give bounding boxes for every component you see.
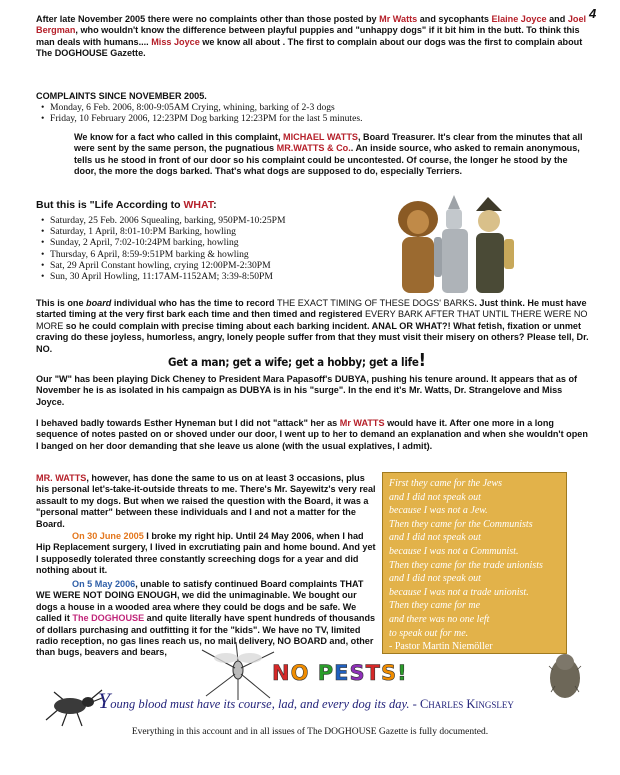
intro-text: , who wouldn't know the difference between playful puppies and "unhappy dogs" if it bit him in the butt. To think this man deals with humans.... (36, 25, 580, 47)
no-pests-letter: E (334, 661, 350, 685)
intro-text: After late November 2005 there were no complaints other than those posted by (36, 14, 380, 24)
list-item: • Sat, 29 April Constant howling, crying 12:00PM-2:30PM (40, 260, 360, 271)
bear-image (545, 650, 585, 700)
name-mr-watts-caps: MR. WATTS (36, 473, 87, 483)
board-text: . Just think. He must have started timing at the very first bark each time and then timed and registered (36, 298, 587, 320)
quote-line: and there was no one left (389, 613, 490, 625)
kingsley-quote-text: oung blood must have its course, lad, and every dog its day. (110, 697, 410, 711)
list-item: • Monday, 6 Feb. 2006, 8:00-9:05AM Crying, whining, barking of 2-3 dogs (40, 102, 580, 113)
hip-paragraph (36, 531, 378, 577)
name-watts-co: MR.WATTS & Co. (276, 143, 351, 154)
slogan-exclamation: ! (418, 350, 426, 371)
watts-text: , however, has done the same to us on at least 3 occasions, plus his personal let's-take-it-outside threats to me. There's Mr. Sayewitz's very real assault to my dogs. But when we raised the question with the Board, it was a "personal matter" between these individuals and I and not a matter for the Board. (36, 473, 376, 529)
no-pests-letter: P (317, 661, 335, 685)
list-item: • Sun, 30 April Howling, 11:17AM-1152AM; 3:39-8:50PM (40, 271, 360, 282)
date-30-june-2005: On 30 June 2005 (72, 531, 144, 541)
house-text: and quite literally have spent hundreds of thousands of dollars purchasing and outfitting it for the "kids". We have no TV, limited radio reception, no gas lines reach us, no mail delivery, NO BOARD and, other than bugs, beavers and bears, (36, 613, 376, 658)
kingsley-initial: Y (98, 688, 111, 713)
quote-line: and I did not speak out (389, 573, 481, 585)
watts-paragraph (36, 473, 378, 530)
no-pests-letter: T (365, 661, 381, 685)
intro-text: and sycophants (417, 14, 492, 24)
footer-note: Everything in this account and in all issues of The DOGHOUSE Gazette is fully documented. (131, 727, 489, 737)
quote-line: Then they came for the Communists (389, 518, 533, 530)
know-paragraph (74, 132, 589, 178)
board-text: so he could complain with precise timing about each barking incident. ANAL OR WHAT?! What fetish, fixation or unmet craving do these joyless, humorless, angry, lonely people suffer from that they must visit their misery on others? Please tell, Dr. NO. (36, 320, 589, 354)
life-heading-word: WHAT (183, 199, 214, 211)
niemoller-quote-box (382, 472, 567, 654)
quote-line: because I was not a trade unionist. (389, 586, 529, 598)
slogan-text: Get a man; get a wife; get a hobby; get a life (168, 355, 419, 369)
esther-text: I behaved badly towards Esther Hyneman but I did not "attack" her as (36, 418, 340, 428)
name-doghouse: The DOGHOUSE (72, 613, 145, 624)
kingsley-quote (98, 688, 514, 714)
name-joyce: Elaine Joyce (491, 14, 547, 24)
quote-line: Then they came for me (389, 600, 481, 612)
no-pests-letter: S (349, 661, 366, 685)
page-number: 4 (589, 6, 597, 21)
life-heading-colon: : (213, 199, 217, 211)
cheney-paragraph: Our "W" has been playing Dick Cheney to President Mara Papasoff's DUBYA, pushing his tenure around. It appears that as of November he is as isolated in his campaign as DUBYA is in his "surge". In the end it's Mr. Watts, Dr. Strangelove and Miss Joyce. (36, 374, 578, 407)
list-item: • Thursday, 6 April, 8:59-9:51PM barking & howling (40, 249, 360, 260)
bug-image (40, 684, 104, 728)
list-item: • Friday, 10 February 2006, 12:23PM Dog barking 12:23PM for the last 5 minutes. (40, 113, 580, 124)
kingsley-author: - Charles Kingsley (412, 697, 514, 711)
no-pests-letter: S (380, 661, 398, 685)
slogan (168, 350, 426, 371)
no-pests-letter (309, 661, 317, 685)
house-text: , unable to satisfy continued Board complaints THAT WE WERE NOT DOING ENOUGH, we did the unimaginable. We bought our dogs a house in a wooded area where they could be dogs and be safe. We called it (36, 579, 364, 624)
board-text: individual who has the time to record (111, 298, 278, 308)
name-mr-watts: Mr WATTS (339, 418, 385, 428)
quote-line: and I did not speak out (389, 532, 481, 544)
board-text: EVERY BARK AFTER THAT UNTIL THERE WERE NO MORE (36, 309, 588, 331)
quote-line: Then they came for the trade unionists (389, 559, 543, 571)
board-text: This is one (36, 298, 87, 308)
intro-paragraph (36, 14, 589, 60)
list-item: • Saturday, 25 Feb. 2006 Squealing, barking, 950PM-10:25PM (40, 215, 360, 226)
quote-line: to speak out for me. (389, 627, 469, 639)
know-text: . An inside source, who asked to remain anonymous, tells us he stood in front of our door so his complaint could be uncontested. Of course, the longer he stood by the door, the more the dogs barked. That's what dogs are supposed to do, especially Terriers. (74, 143, 580, 177)
date-5-may-2006: On 5 May 2006 (72, 579, 136, 589)
esther-paragraph (36, 418, 589, 452)
intro-text: we know all about . The first to complain about our dogs was the first to complain about The DOGHOUSE Gazette. (36, 36, 583, 59)
board-text: THE EXACT TIMING OF THESE DOGS' BARKS (277, 298, 475, 308)
quote-attribution: - Pastor Martin Niemöller (389, 641, 493, 653)
quote-line: because I was not a Jew. (389, 505, 488, 517)
hip-text: I broke my right hip. Until 24 May 2006, when I had Hip Replacement surgery, I lived in excrutiating pain and home bound. And yet I supposedly tolerated three constantly screeching dogs for a year and did nothing about it. (36, 531, 376, 576)
board-emphasis: board (86, 298, 112, 308)
name-miss-joyce: Miss Joyce (151, 36, 200, 47)
intro-text: and (546, 14, 568, 24)
complaints-heading: COMPLAINTS SINCE NOVEMBER 2005. (36, 91, 207, 101)
know-text: , Board Treasurer. It's clear from the minutes that all were sent by the same person, the pugnatious (74, 132, 583, 154)
quote-line: and I did not speak out (389, 491, 481, 503)
name-michael-watts: MICHAEL WATTS (283, 132, 358, 142)
life-heading-text: But this is "Life According to (36, 199, 184, 211)
no-pests-letter: O (290, 661, 310, 685)
no-pests-letter: ! (397, 661, 408, 685)
life-list (40, 215, 360, 282)
name-watts: Mr Watts (379, 14, 418, 24)
complaints-list (40, 102, 580, 124)
quote-line: First they came for the Jews (389, 478, 503, 489)
name-bergman: Joel Bergman (36, 14, 587, 36)
quote-line: because I was not a Communist. (389, 545, 519, 557)
wizard-of-oz-image (388, 193, 518, 295)
no-pests-letter: N (272, 661, 291, 685)
board-paragraph (36, 298, 589, 355)
esther-text: would have it. After one more in a long sequence of notes pasted on or shoved under our door, I went up to her to demand an explanation and when she wouldn't open I banged on her door demanding that she leave us alone (with the usual explatives, I admit). (36, 418, 588, 451)
no-pests-banner (272, 661, 408, 685)
list-item: • Sunday, 2 April, 7:02-10:24PM barking, howling (40, 237, 360, 248)
know-text: We know for a fact who called in this complaint, (74, 132, 284, 142)
life-heading (36, 199, 217, 211)
list-item: • Saturday, 1 April, 8:01-10:PM Barking, howling (40, 226, 360, 237)
